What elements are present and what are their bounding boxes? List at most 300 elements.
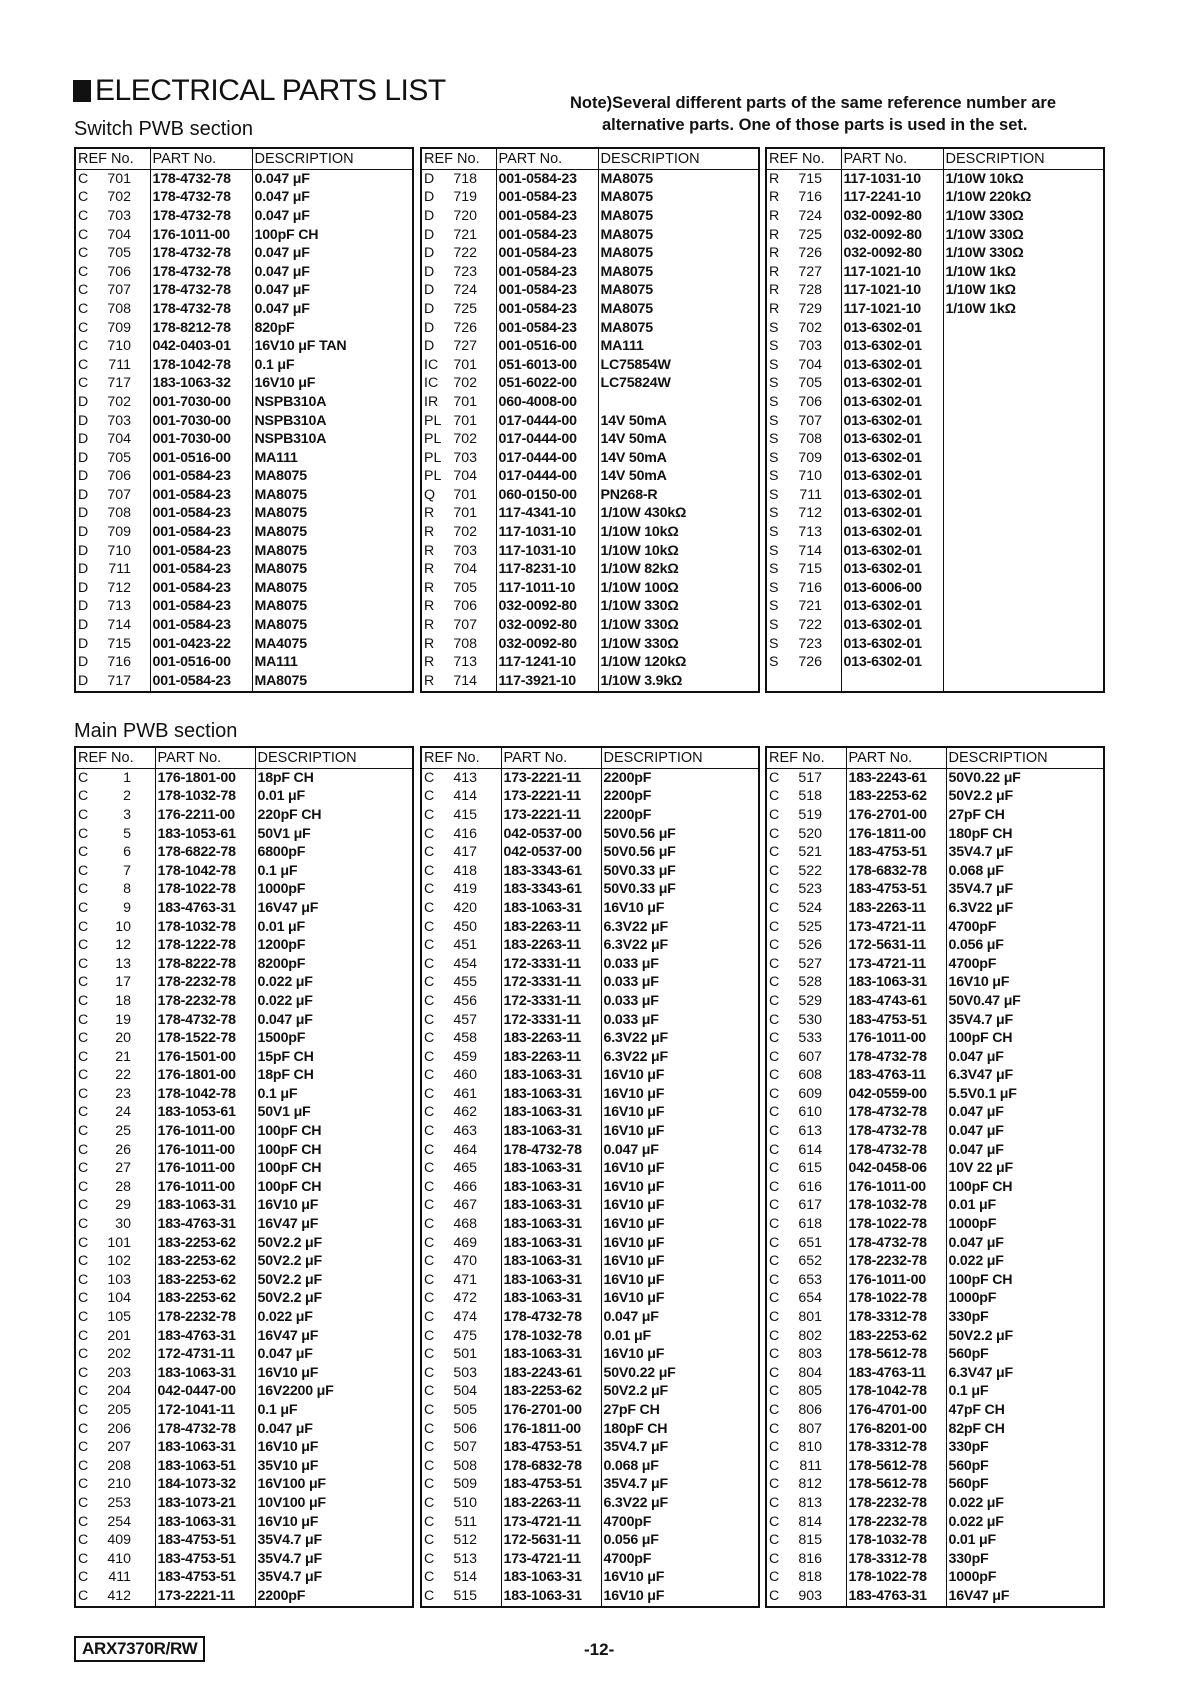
- table-row: [766, 1215, 1104, 1234]
- table-row: [75, 788, 413, 807]
- table-row: [421, 263, 759, 282]
- description-cell: 0.047 μF: [252, 244, 413, 263]
- ref-number: 812: [798, 1476, 822, 1493]
- table-row: [421, 300, 759, 319]
- part-number-cell: 176-1011-00: [155, 1159, 255, 1178]
- ref-type: C: [424, 825, 435, 842]
- description-cell: 0.022 μF: [946, 1252, 1104, 1271]
- part-number-cell: 117-1031-10: [496, 542, 598, 561]
- table-row: [766, 1085, 1104, 1104]
- table-row: [421, 1290, 759, 1309]
- ref-type: C: [424, 1383, 435, 1400]
- description-cell: 16V10 μF: [601, 1252, 759, 1271]
- description-cell: [943, 430, 1104, 449]
- description-cell: 16V10 μF: [946, 974, 1104, 993]
- ref-number: 712: [798, 505, 822, 522]
- description-cell: 6.3V22 μF: [601, 1048, 759, 1067]
- ref-type: C: [769, 1141, 780, 1158]
- ref-number: 805: [798, 1383, 822, 1400]
- ref-number: 709: [107, 319, 131, 336]
- ref-cell: [421, 1438, 501, 1457]
- part-number-cell: 176-1811-00: [846, 825, 946, 844]
- ref-number: 508: [453, 1457, 477, 1474]
- ref-cell: [421, 1011, 501, 1030]
- description-header: DESCRIPTION: [598, 148, 759, 170]
- part-number-cell: 173-2221-11: [501, 769, 601, 788]
- part-number-cell: 178-1022-78: [155, 881, 255, 900]
- description-cell: 0.033 μF: [601, 1011, 759, 1030]
- ref-cell: [421, 881, 501, 900]
- description-cell: MA111: [252, 653, 413, 672]
- ref-type: R: [769, 282, 780, 299]
- table-row: [75, 542, 413, 561]
- ref-type: C: [78, 1178, 89, 1195]
- description-cell: 16V10 μF: [601, 1178, 759, 1197]
- part-number-cell: 183-2253-62: [155, 1271, 255, 1290]
- part-header: PART No.: [841, 148, 943, 170]
- ref-header: REF No.: [766, 747, 846, 769]
- ref-type: C: [424, 1104, 435, 1121]
- description-cell: 50V2.2 μF: [946, 1327, 1104, 1346]
- ref-type: C: [424, 1309, 435, 1326]
- ref-cell: [75, 1178, 155, 1197]
- description-cell: 0.047 μF: [601, 1308, 759, 1327]
- ref-number: 723: [798, 635, 822, 652]
- table-row: [421, 505, 759, 524]
- ref-type: C: [78, 1550, 89, 1567]
- ref-number: 616: [798, 1178, 822, 1195]
- description-cell: 1200pF: [255, 936, 413, 955]
- part-number-cell: 013-6302-01: [841, 412, 943, 431]
- ref-cell: [75, 1364, 155, 1383]
- part-number-cell: 183-2253-62: [846, 1327, 946, 1346]
- table-row: [75, 769, 413, 788]
- ref-cell: [421, 1141, 501, 1160]
- description-cell: 0.047 μF: [946, 1234, 1104, 1253]
- ref-number: 418: [453, 862, 477, 879]
- ref-number: 706: [453, 598, 477, 615]
- ref-cell: [766, 918, 846, 937]
- ref-cell: [75, 992, 155, 1011]
- ref-type: C: [769, 862, 780, 879]
- description-cell: 16V47 μF: [255, 899, 413, 918]
- ref-number: 715: [798, 170, 822, 187]
- description-cell: MA8075: [598, 263, 759, 282]
- part-number-cell: 178-4732-78: [846, 1141, 946, 1160]
- ref-number: 505: [453, 1401, 477, 1418]
- table-row: [421, 375, 759, 394]
- part-number-cell: 183-4763-11: [846, 1364, 946, 1383]
- table-row: [75, 319, 413, 338]
- part-number-cell: 183-1063-31: [501, 1252, 601, 1271]
- description-cell: 27pF CH: [601, 1401, 759, 1420]
- description-cell: 2200pF: [601, 788, 759, 807]
- description-cell: 100pF CH: [946, 1271, 1104, 1290]
- part-number-cell: 051-6022-00: [496, 375, 598, 394]
- ref-type: C: [769, 1569, 780, 1586]
- part-number-cell: 183-1053-61: [155, 825, 255, 844]
- description-cell: 820pF: [252, 319, 413, 338]
- ref-cell: [766, 672, 841, 692]
- ref-number: 705: [453, 579, 477, 596]
- description-cell: 1/10W 220kΩ: [943, 189, 1104, 208]
- ref-type: C: [769, 992, 780, 1009]
- ref-number: 533: [798, 1030, 822, 1047]
- ref-type: D: [78, 579, 89, 596]
- description-cell: [598, 393, 759, 412]
- part-number-cell: 176-1011-00: [155, 1122, 255, 1141]
- description-cell: 4700pF: [946, 918, 1104, 937]
- description-cell: MA4075: [252, 635, 413, 654]
- description-cell: [943, 393, 1104, 412]
- table-row: [766, 1308, 1104, 1327]
- part-number-cell: 013-6302-01: [841, 319, 943, 338]
- ref-cell: [421, 1048, 501, 1067]
- part-number-cell: 013-6302-01: [841, 375, 943, 394]
- part-number-cell: 013-6302-01: [841, 356, 943, 375]
- part-number-cell: 178-5612-78: [846, 1345, 946, 1364]
- table-row: [421, 170, 759, 189]
- ref-type: C: [769, 1011, 780, 1028]
- ref-number: 526: [798, 937, 822, 954]
- ref-type: C: [424, 788, 435, 805]
- description-cell: 35V4.7 μF: [255, 1550, 413, 1569]
- part-number-cell: 176-1801-00: [155, 769, 255, 788]
- part-number-cell: 183-1063-31: [501, 1290, 601, 1309]
- part-number-cell: 176-1011-00: [846, 1029, 946, 1048]
- description-cell: 560pF: [946, 1345, 1104, 1364]
- part-number-cell: 001-0584-23: [496, 189, 598, 208]
- ref-number: 721: [453, 226, 477, 243]
- ref-cell: [75, 881, 155, 900]
- ref-cell: [766, 1327, 846, 1346]
- table-row: [766, 806, 1104, 825]
- description-cell: MA8075: [598, 300, 759, 319]
- ref-cell: [766, 207, 841, 226]
- description-cell: [943, 616, 1104, 635]
- part-number-cell: 176-1011-00: [846, 1178, 946, 1197]
- description-cell: 1/10W 10kΩ: [598, 523, 759, 542]
- part-number-cell: 032-0092-80: [841, 207, 943, 226]
- table-row: [421, 806, 759, 825]
- description-cell: 1/10W 82kΩ: [598, 560, 759, 579]
- description-cell: 16V47 μF: [255, 1327, 413, 1346]
- description-cell: 4700pF: [946, 955, 1104, 974]
- ref-cell: [421, 1383, 501, 1402]
- ref-cell: [766, 936, 846, 955]
- ref-cell: [766, 337, 841, 356]
- ref-type: C: [769, 1085, 780, 1102]
- ref-cell: [766, 1308, 846, 1327]
- ref-cell: [766, 263, 841, 282]
- table-row: [421, 337, 759, 356]
- description-cell: 560pF: [946, 1457, 1104, 1476]
- ref-cell: [766, 375, 841, 394]
- ref-number: 709: [107, 524, 131, 541]
- ref-cell: [421, 468, 496, 487]
- ref-cell: [75, 843, 155, 862]
- table-row: [766, 1401, 1104, 1420]
- ref-type: C: [78, 1011, 89, 1028]
- table-row: [766, 1252, 1104, 1271]
- part-number-cell: 001-0584-23: [496, 226, 598, 245]
- ref-type: D: [424, 263, 435, 280]
- ref-type: R: [424, 505, 435, 522]
- part-number-cell: 178-4732-78: [846, 1104, 946, 1123]
- ref-type: D: [424, 207, 435, 224]
- table-row: [75, 1178, 413, 1197]
- ref-type: C: [78, 918, 89, 935]
- part-number-cell: 013-6302-01: [841, 616, 943, 635]
- part-number-cell: 001-0584-23: [150, 560, 252, 579]
- description-cell: [943, 579, 1104, 598]
- ref-number: 707: [107, 282, 131, 299]
- table-row: [421, 1011, 759, 1030]
- ref-type: C: [78, 170, 89, 187]
- description-cell: 4700pF: [601, 1513, 759, 1532]
- description-cell: 1000pF: [946, 1290, 1104, 1309]
- part-number-cell: 178-5612-78: [846, 1457, 946, 1476]
- ref-cell: [766, 635, 841, 654]
- ref-number: 23: [115, 1085, 131, 1102]
- table-row: [766, 1290, 1104, 1309]
- table-row: [421, 542, 759, 561]
- ref-type: C: [424, 1439, 435, 1456]
- description-cell: 10V 22 μF: [946, 1159, 1104, 1178]
- table-row: [766, 226, 1104, 245]
- ref-number: 703: [453, 542, 477, 559]
- ref-cell: [75, 1308, 155, 1327]
- part-number-cell: 001-0516-00: [496, 337, 598, 356]
- description-cell: 0.047 μF: [255, 1011, 413, 1030]
- ref-type: C: [769, 1420, 780, 1437]
- description-cell: 16V10 μF: [601, 1159, 759, 1178]
- ref-number: 713: [107, 598, 131, 615]
- table-row: [75, 1513, 413, 1532]
- table-row: [75, 1271, 413, 1290]
- table-row: [766, 1531, 1104, 1550]
- description-cell: 0.047 μF: [946, 1048, 1104, 1067]
- part-number-cell: 001-0584-23: [496, 207, 598, 226]
- table-row: [766, 1438, 1104, 1457]
- description-cell: 35V10 μF: [255, 1457, 413, 1476]
- ref-cell: [75, 319, 150, 338]
- description-cell: MA8075: [598, 189, 759, 208]
- part-number-cell: 183-1063-31: [501, 1569, 601, 1588]
- ref-number: 518: [798, 788, 822, 805]
- ref-number: 718: [453, 170, 477, 187]
- description-cell: 16V10 μF: [601, 1345, 759, 1364]
- table-row: [766, 955, 1104, 974]
- part-number-cell: 178-8212-78: [150, 319, 252, 338]
- ref-type: C: [78, 955, 89, 972]
- ref-type: C: [78, 1587, 89, 1604]
- ref-number: 450: [453, 918, 477, 935]
- ref-cell: [75, 616, 150, 635]
- ref-type: C: [78, 862, 89, 879]
- ref-type: C: [78, 1420, 89, 1437]
- description-cell: 0.068 μF: [946, 862, 1104, 881]
- part-number-cell: 178-2232-78: [155, 992, 255, 1011]
- ref-number: 459: [453, 1048, 477, 1065]
- note-line-1: Note)Several different parts of the same reference number are: [570, 94, 1057, 112]
- ref-number: 2: [123, 788, 131, 805]
- part-number-cell: 176-4701-00: [846, 1401, 946, 1420]
- table-row: [421, 468, 759, 487]
- ref-type: C: [769, 1030, 780, 1047]
- ref-cell: [421, 579, 496, 598]
- part-number-cell: 183-4763-31: [155, 899, 255, 918]
- ref-number: 210: [107, 1476, 131, 1493]
- table-row: [75, 244, 413, 263]
- table-row: [75, 337, 413, 356]
- ref-cell: [75, 356, 150, 375]
- part-number-cell: 117-1241-10: [496, 653, 598, 672]
- ref-number: 710: [107, 338, 131, 355]
- ref-cell: [766, 616, 841, 635]
- ref-type: C: [769, 974, 780, 991]
- ref-number: 413: [453, 769, 477, 786]
- description-cell: 50V2.2 μF: [601, 1383, 759, 1402]
- part-number-cell: 183-4763-31: [846, 1587, 946, 1607]
- ref-number: 511: [454, 1513, 477, 1530]
- ref-number: 716: [798, 579, 822, 596]
- table-row: [766, 449, 1104, 468]
- table-row: [421, 1513, 759, 1532]
- ref-type: C: [78, 1104, 89, 1121]
- ref-number: 728: [798, 282, 822, 299]
- ref-number: 507: [453, 1439, 477, 1456]
- description-header: DESCRIPTION: [601, 747, 759, 769]
- description-cell: 16V10 μF: [601, 899, 759, 918]
- table-row: [766, 244, 1104, 263]
- description-cell: 1/10W 10kΩ: [598, 542, 759, 561]
- part-number-cell: 178-3312-78: [846, 1308, 946, 1327]
- table-row: [766, 486, 1104, 505]
- part-number-cell: 178-1042-78: [155, 862, 255, 881]
- ref-cell: [75, 1029, 155, 1048]
- ref-type: IC: [424, 356, 439, 373]
- ref-cell: [421, 1345, 501, 1364]
- table-row: [766, 862, 1104, 881]
- description-cell: NSPB310A: [252, 412, 413, 431]
- ref-type: C: [78, 207, 89, 224]
- ref-type: C: [424, 1085, 435, 1102]
- ref-number: 720: [453, 207, 477, 224]
- ref-type: C: [424, 862, 435, 879]
- part-number-cell: 183-2243-61: [501, 1364, 601, 1383]
- ref-cell: [421, 1531, 501, 1550]
- ref-type: C: [424, 1569, 435, 1586]
- ref-type: C: [769, 1383, 780, 1400]
- ref-cell: [766, 1197, 846, 1216]
- table-row: [766, 375, 1104, 394]
- ref-type: PL: [424, 449, 442, 466]
- ref-type: C: [78, 1290, 89, 1307]
- ref-cell: [75, 449, 150, 468]
- ref-number: 467: [453, 1197, 477, 1214]
- ref-type: C: [424, 1587, 435, 1604]
- ref-header: REF No.: [75, 148, 150, 170]
- ref-number: 7: [123, 862, 131, 879]
- ref-type: C: [78, 1048, 89, 1065]
- ref-cell: [766, 542, 841, 561]
- part-number-cell: 183-2253-62: [155, 1252, 255, 1271]
- part-number-cell: 178-4732-78: [846, 1048, 946, 1067]
- description-cell: 6800pF: [255, 843, 413, 862]
- switch-section-title: Switch PWB section: [74, 118, 253, 140]
- ref-type: C: [769, 1048, 780, 1065]
- description-cell: 35V4.7 μF: [946, 1011, 1104, 1030]
- table-row: [421, 1420, 759, 1439]
- ref-cell: [75, 1215, 155, 1234]
- part-number-cell: 042-0537-00: [501, 843, 601, 862]
- description-cell: 100pF CH: [255, 1159, 413, 1178]
- ref-number: 460: [453, 1067, 477, 1084]
- description-cell: 50V1 μF: [255, 825, 413, 844]
- part-number-cell: 178-1042-78: [155, 1085, 255, 1104]
- ref-cell: [75, 1197, 155, 1216]
- table-row: [75, 1550, 413, 1569]
- ref-type: R: [424, 617, 435, 634]
- table-row: [75, 1476, 413, 1495]
- ref-number: 701: [453, 486, 477, 503]
- table-row: [75, 1141, 413, 1160]
- ref-type: C: [78, 992, 89, 1009]
- part-number-cell: 176-1011-00: [155, 1178, 255, 1197]
- ref-cell: [75, 1011, 155, 1030]
- part-number-cell: 178-6832-78: [501, 1457, 601, 1476]
- part-number-cell: 172-3331-11: [501, 1011, 601, 1030]
- ref-type: C: [424, 1327, 435, 1344]
- table-row: [421, 881, 759, 900]
- ref-cell: [75, 806, 155, 825]
- part-number-cell: 017-0444-00: [496, 449, 598, 468]
- ref-cell: [421, 635, 496, 654]
- part-number-cell: 001-0584-23: [150, 598, 252, 617]
- table-row: [766, 542, 1104, 561]
- ref-type: C: [78, 338, 89, 355]
- table-row: [421, 1401, 759, 1420]
- description-cell: 0.047 μF: [252, 300, 413, 319]
- part-number-cell: 001-0516-00: [150, 449, 252, 468]
- ref-number: 721: [798, 598, 822, 615]
- ref-type: D: [78, 505, 89, 522]
- table-row: [421, 1327, 759, 1346]
- part-header: PART No.: [155, 747, 255, 769]
- ref-type: C: [424, 881, 435, 898]
- ref-cell: [421, 1215, 501, 1234]
- ref-number: 713: [798, 524, 822, 541]
- part-number-cell: 178-6832-78: [846, 862, 946, 881]
- ref-number: 704: [107, 226, 131, 243]
- part-number-cell: 183-2253-62: [155, 1234, 255, 1253]
- ref-type: C: [424, 1253, 435, 1270]
- description-cell: 2200pF: [255, 1587, 413, 1607]
- description-cell: 50V0.33 μF: [601, 881, 759, 900]
- ref-type: C: [78, 282, 89, 299]
- switch-section-table-1: [74, 147, 414, 693]
- ref-number: 465: [453, 1160, 477, 1177]
- ref-type: R: [769, 226, 780, 243]
- table-row: [75, 1327, 413, 1346]
- ref-cell: [766, 825, 846, 844]
- description-header: DESCRIPTION: [252, 148, 413, 170]
- description-cell: 16V100 μF: [255, 1476, 413, 1495]
- ref-number: 652: [798, 1253, 822, 1270]
- description-cell: 2200pF: [601, 769, 759, 788]
- part-number-cell: 183-1063-31: [501, 1271, 601, 1290]
